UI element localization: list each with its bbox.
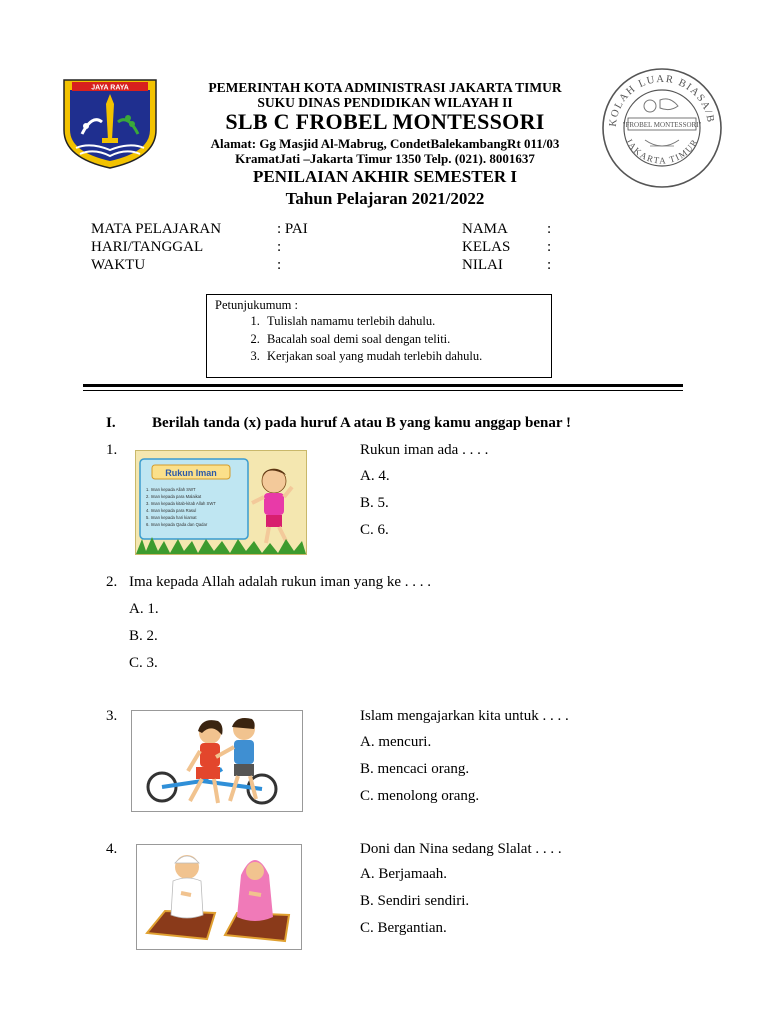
score-label: NILAI <box>462 257 503 273</box>
exam-title: PENILAIAN AKHIR SEMESTER I <box>252 167 518 186</box>
time-value: : <box>277 257 282 273</box>
section-number: I. <box>106 415 116 431</box>
instruction-item: 3. Kerjakan soal yang mudah terlebih dahulu. <box>263 348 543 366</box>
seal-center-text: "FROBEL MONTESSORI" <box>622 121 702 129</box>
score-value: : <box>547 257 552 273</box>
name-value: : <box>547 221 552 237</box>
rukun-iman-title: Rukun Iman <box>165 468 217 478</box>
class-value: : <box>547 239 552 255</box>
section-divider-thick <box>83 384 683 387</box>
question-3-number: 3. <box>106 708 118 724</box>
seal-top-text: KOLAH LUAR BIASA/B <box>607 73 716 128</box>
question-2-text: Ima kepada Allah adalah rukun iman yang ke . . . . <box>129 574 431 590</box>
rukun-iman-line: 1. Iman kepada Allah SWT <box>146 487 196 492</box>
subject-label: MATA PELAJARAN <box>91 221 222 237</box>
question-3-option-b[interactable]: B. mencaci orang. <box>360 761 470 777</box>
svg-text:JAKARTA TIMUR <box>624 137 700 166</box>
school-address-line2: KramatJati –Jakarta Timur 1350 Telp. (021). 8001637 <box>235 151 535 166</box>
question-2-number: 2. <box>106 574 118 590</box>
section-divider-thin <box>83 390 683 391</box>
question-4-text: Doni dan Nina sedang Slalat . . . . <box>360 841 562 857</box>
header-department-line: SUKU DINAS PENDIDIKAN WILAYAH II <box>257 95 513 110</box>
rukun-iman-line: 3. Iman kepada kitab-kitab Allah SWT <box>146 501 216 506</box>
question-3-option-a[interactable]: A. mencuri. <box>360 734 432 750</box>
question-1-text: Rukun iman ada . . . . <box>360 442 489 458</box>
section-instruction: Berilah tanda (x) pada huruf A atau B yang kamu anggap benar ! <box>152 415 571 431</box>
question-4-option-a[interactable]: A. Berjamaah. <box>360 866 448 882</box>
question-2-option-a[interactable]: A. 1. <box>129 601 159 617</box>
rukun-iman-line: 2. Iman kepada para Malaikat <box>146 494 202 499</box>
date-label: HARI/TANGGAL <box>91 239 204 255</box>
helping-friend-illustration <box>131 710 303 812</box>
question-2-option-b[interactable]: B. 2. <box>129 628 158 644</box>
question-3-option-c[interactable]: C. menolong orang. <box>360 788 480 804</box>
rukun-iman-illustration <box>135 450 307 555</box>
school-name: SLB C FROBEL MONTESSORI <box>225 109 545 134</box>
date-value: : <box>277 239 282 255</box>
instructions-title: Petunjukumum : <box>215 298 298 312</box>
school-address-line1: Alamat: Gg Masjid Al-Mabrug, CondetBalekambangRt 011/03 <box>210 136 560 151</box>
time-label: WAKTU <box>91 257 146 273</box>
question-1-number: 1. <box>106 442 118 458</box>
question-1-option-c[interactable]: C. 6. <box>360 522 389 538</box>
rukun-iman-line: 4. Iman kepada para Rasul <box>146 508 197 513</box>
question-1-option-b[interactable]: B. 5. <box>360 495 389 511</box>
school-seal-stamp <box>600 66 724 190</box>
jakarta-coat-of-arms-logo <box>62 78 158 170</box>
question-4-option-b[interactable]: B. Sendiri sendiri. <box>360 893 470 909</box>
instruction-item: 2. Bacalah soal demi soal dengan teliti. <box>263 331 543 349</box>
praying-children-illustration <box>136 844 302 950</box>
general-instructions-box <box>206 294 552 378</box>
academic-year: Tahun Pelajaran 2021/2022 <box>285 189 485 208</box>
logo-left-label: JAYA RAYA <box>91 84 129 92</box>
question-1-option-a[interactable]: A. 4. <box>360 468 390 484</box>
question-4-option-c[interactable]: C. Bergantian. <box>360 920 447 936</box>
instructions-list <box>215 313 543 366</box>
seal-bottom-text: JAKARTA TIMUR <box>623 136 701 166</box>
question-4-number: 4. <box>106 841 118 857</box>
instruction-item: 1. Tulislah namamu terlebih dahulu. <box>263 313 543 331</box>
rukun-iman-line: 6. Iman kepada Qada dan Qadar <box>146 522 208 527</box>
question-3-text: Islam mengajarkan kita untuk . . . . <box>360 708 569 724</box>
header-government-line: PEMERINTAH KOTA ADMINISTRASI JAKARTA TIMUR <box>208 80 562 95</box>
rukun-iman-line: 5. Iman kepada hari kiamat <box>146 515 197 520</box>
question-2-option-c[interactable]: C. 3. <box>129 655 158 671</box>
class-label: KELAS <box>462 239 511 255</box>
subject-value: : PAI <box>277 221 308 237</box>
name-label: NAMA <box>462 221 508 237</box>
